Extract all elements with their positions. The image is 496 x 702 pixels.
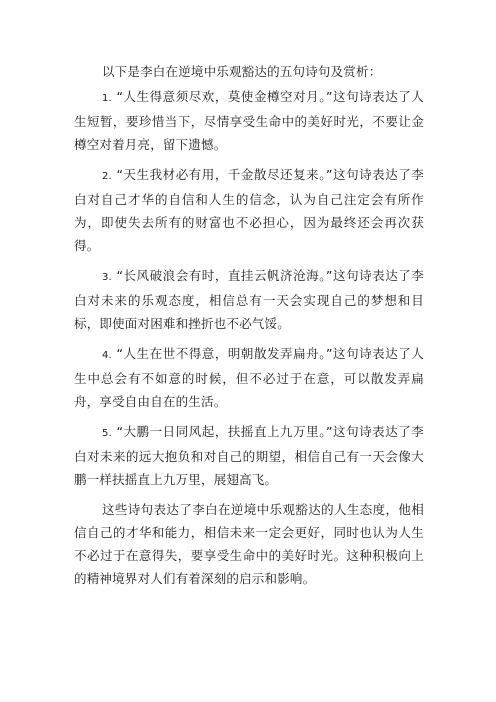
poem-item-2 xyxy=(74,163,424,257)
item-number: 4. xyxy=(102,350,112,361)
item-number: 2. xyxy=(102,171,112,182)
item-text: “大鹏一日同风起，扶摇直上九万里。”这句诗表达了李白对未来的远大抱负和对自己的期望，相信自己有一天会像大鹏一样扶摇直上九万里，展翅高飞。 xyxy=(74,424,424,487)
summary-paragraph: 这些诗句表达了李白在逆境中乐观豁达的人生态度，他相信自己的才华和能力，相信未来一定会更好，同时也认为人生不必过于在意得失，要享受生命中的美好时光。这种积极向上的精神境界对人们有着深刻的启示和影响。 xyxy=(74,502,424,586)
poem-item-5 xyxy=(74,420,424,491)
poem-item-4 xyxy=(74,342,424,413)
poem-item-1 xyxy=(74,85,424,156)
item-text: “长风破浪会有时，直挂云帆济沧海。”这句诗表达了李白对未来的乐观态度，相信总有一天会实现自己的梦想和目标，即使面对困难和挫折也不必气馁。 xyxy=(74,268,424,331)
document-page xyxy=(74,60,424,590)
item-number: 5. xyxy=(102,428,112,439)
item-text: “天生我材必有用，千金散尽还复来。”这句诗表达了李白对自己才华的自信和人生的信念，认为自己注定会有所作为，即使失去所有的财富也不必担心，因为最终还会再次获得。 xyxy=(74,167,424,253)
poem-item-3 xyxy=(74,264,424,335)
intro-paragraph: 以下是李白在逆境中乐观豁达的五句诗句及赏析： xyxy=(102,64,382,79)
item-text: “人生得意须尽欢，莫使金樽空对月。”这句诗表达了人生短暂，要珍惜当下，尽情享受生命中的美好时光，不要让金樽空对着月亮，留下遗憾。 xyxy=(74,89,424,152)
item-number: 1. xyxy=(102,93,112,104)
item-number: 3. xyxy=(102,272,112,283)
item-text: “人生在世不得意，明朝散发弄扁舟。”这句诗表达了人生中总会有不如意的时候，但不必过于在意，可以散发弄扁舟，享受自由自在的生活。 xyxy=(74,346,424,409)
